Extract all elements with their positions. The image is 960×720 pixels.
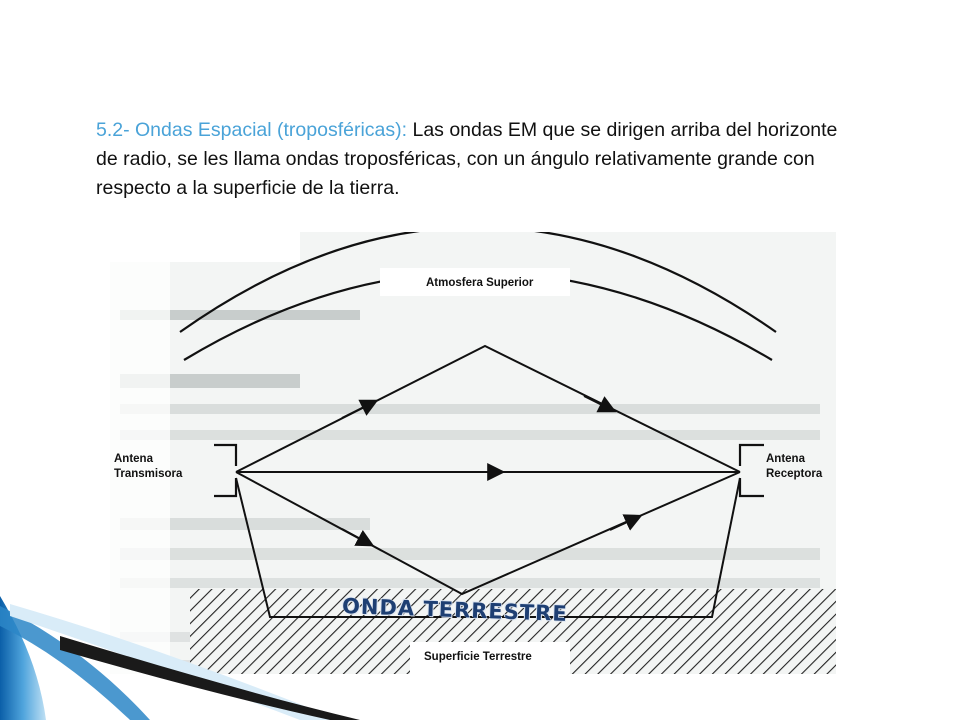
upper-atmosphere-label: Atmosfera Superior [416,272,543,295]
receiver-antenna [740,445,764,496]
wave-arrows [342,396,636,543]
transmitter-label [114,452,182,482]
ground-reflected-wave-path [236,472,740,594]
corner-swoosh-decoration [0,596,360,720]
description-text: Las ondas EM que se dirigen arriba del horizonte de radio, se les llama ondas troposféricas, con un ángulo relativamente grande con respecto a la superficie de la tierra. [96,119,838,199]
wave-paths [236,346,740,617]
transmitter-antenna [214,445,236,496]
transmitter-label-line2: Transmisora [114,468,183,480]
receiver-label [766,452,822,482]
transmitter-label-line1: Antena [114,453,153,465]
earth-surface-label: Superficie Terrestre [424,651,532,663]
receiver-label-line2: Receptora [766,468,823,480]
top-page-margin [110,232,300,262]
receiver-label-line1: Antena [766,453,805,465]
description-paragraph [96,116,856,203]
section-heading: 5.2- Ondas Espacial (troposféricas): [96,119,408,141]
ground-wave-label: ONDA TERRESTRE [341,594,569,626]
